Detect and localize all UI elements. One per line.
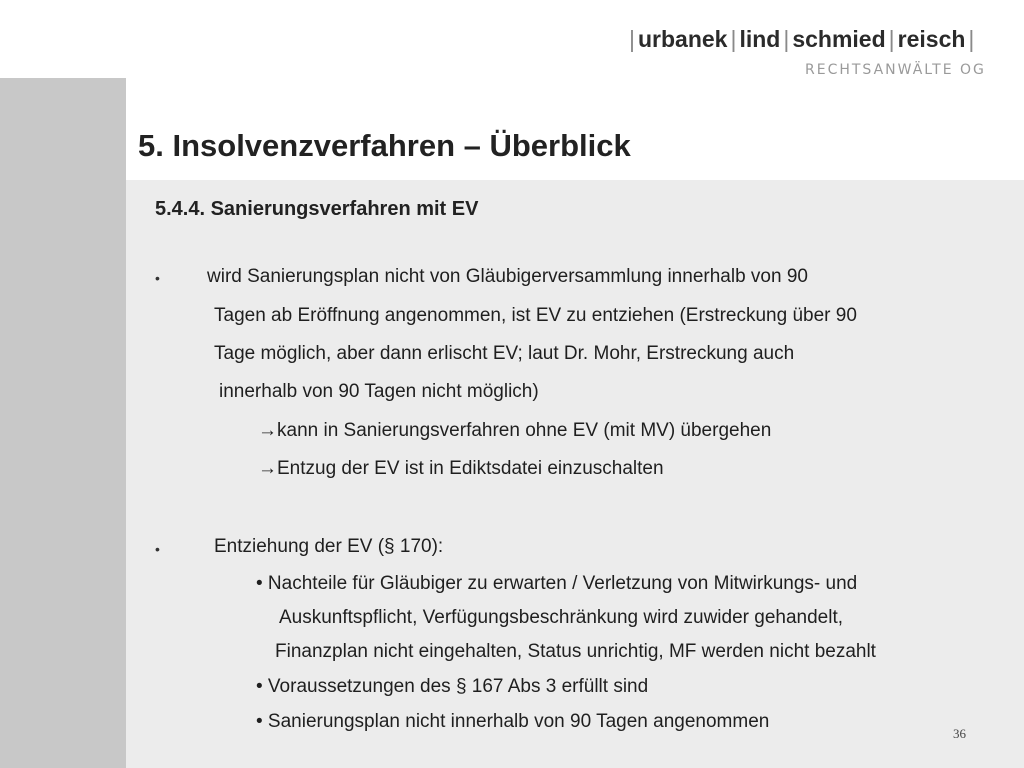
bullet-1-arrow-line-1: →kann in Sanierungsverfahren ohne EV (mit MV) übergehen bbox=[258, 420, 772, 441]
bullet-2-subpoint-2: • Voraussetzungen des § 167 Abs 3 erfüllt sind bbox=[256, 676, 649, 697]
logo-part-urbanek: urbanek bbox=[637, 26, 728, 52]
page-number: 36 bbox=[953, 726, 966, 741]
bullet-2-subpoint-3: • Sanierungsplan nicht innerhalb von 90 Tagen angenommen bbox=[256, 711, 770, 732]
bullet-2-line-1: Entziehung der EV (§ 170): bbox=[214, 536, 444, 557]
company-subtitle: RECHTSANWÄLTE OG bbox=[805, 62, 986, 78]
bullet-1-line-1: wird Sanierungsplan nicht von Gläubigerversammlung innerhalb von 90 bbox=[207, 266, 808, 287]
bullet-marker: • bbox=[155, 270, 160, 286]
logo-separator: | bbox=[629, 26, 635, 52]
logo-separator: | bbox=[968, 26, 975, 52]
section-heading: 5.4.4. Sanierungsverfahren mit EV bbox=[155, 198, 479, 220]
left-decorative-bar bbox=[0, 78, 126, 768]
logo-part-reisch: reisch bbox=[897, 26, 966, 52]
bullet-1-line-4: innerhalb von 90 Tagen nicht möglich) bbox=[219, 381, 539, 402]
logo-part-lind: lind bbox=[739, 26, 781, 52]
bullet-marker: • bbox=[155, 541, 160, 557]
bullet-2-subpoint-1-cont-2: Finanzplan nicht eingehalten, Status unrichtig, MF werden nicht bezahlt bbox=[275, 641, 876, 662]
bullet-2-subpoint-1-cont-1: Auskunftspflicht, Verfügungsbeschränkung wird zuwider gehandelt, bbox=[279, 607, 844, 628]
logo-part-schmied: schmied bbox=[792, 26, 886, 52]
bullet-2-subpoint-1: • Nachteile für Gläubiger zu erwarten / Verletzung von Mitwirkungs- und bbox=[256, 573, 858, 594]
bullet-1-arrow-line-2: →Entzug der EV ist in Ediktsdatei einzuschalten bbox=[258, 458, 664, 479]
logo-separator: | bbox=[783, 26, 790, 52]
slide-title: 5. Insolvenzverfahren – Überblick bbox=[138, 128, 631, 163]
company-logo bbox=[626, 26, 977, 53]
bullet-1-line-2: Tagen ab Eröffnung angenommen, ist EV zu entziehen (Erstreckung über 90 bbox=[214, 305, 857, 326]
bullet-1-line-3: Tage möglich, aber dann erlischt EV; laut Dr. Mohr, Erstreckung auch bbox=[214, 343, 795, 364]
logo-separator: | bbox=[888, 26, 895, 52]
logo-separator: | bbox=[730, 26, 737, 52]
